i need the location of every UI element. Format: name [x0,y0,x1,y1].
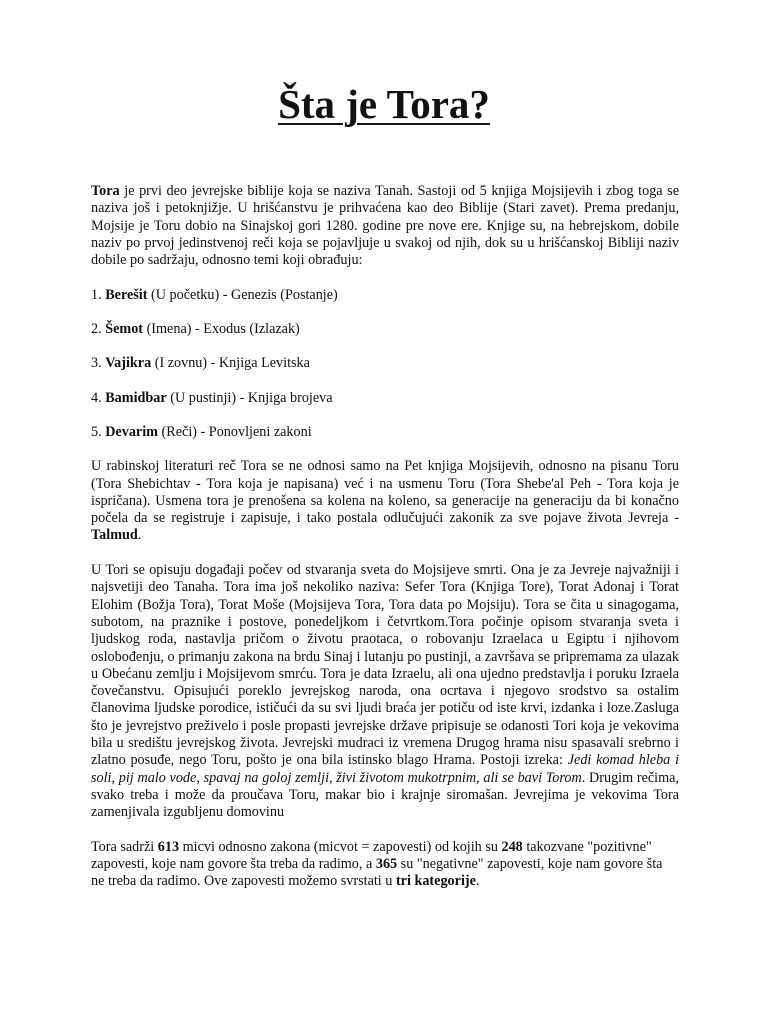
saying-quote: Jedi komad hleba i soli, pij malo vode, spavaj na goloj zemlji, živi životom mukotrpnim, ali se bavi Torom [91,752,680,786]
talmud-term: Talmud [91,527,138,544]
list-item-book-1 [91,287,679,304]
book-description: (Reči) - Ponovljeni zakoni [157,423,312,440]
intro-bold-term: Tora [91,183,120,199]
book-name: Vajikra [105,355,152,372]
book-name: Devarim [105,423,158,440]
text-part: takozvane "pozitivne" zapovesti, koje nam govore šta treba da radimo, a [91,838,652,873]
count-248: 248 [501,838,523,855]
paragraph-text: U Tori se opisuju događaji počev od stvaranja sveta do Mojsijeve smrti. Ona je za Jevreje najvažniji i najsvetiji deo Tanaha. Tora ima još nekoliko naziva: Sefer Tora (Knjiga Tore), Torat Adonaj i Torat Elohim (Božja Tora), Torat Moše (Mojsijeva Tora, Tora data po Mojsiju). Tora se čita u sinagogama, subotom, na praznike i postove, ponedeljkom i četvrtkom.Tora počinje opisom stvaranja sveta i ljudskog roda, nastavlja pričom o životu praotaca, o robovanju Izraelaca u Egiptu i njihovom oslobođenju, o primanju zakona na brdu Sinaj i lutanju po pustinji, a završava se pripremama za ulazak u Obećanu zemlju i Mojsijevom smrću. Tora je data Izraelu, ali ona ujedno predstavlja i poruku Izraela čovečanstvu. Opisujući poreklo jevrejskog naroda, ona ocrtava i njegovo srodstvo sa ostalim članovima ljudske porodice, ističući da su svi ljudi braća jer potiču od iste krvi, izdanka i loze.Zasluga što je jevrejstvo preživelo i posle propasti jevrejske države pripisuje se odanosti Tori koja je vekovima bila u središtu jevrejskog života. Jevrejski mudraci iz vremena Drugog hrama nisu spasavali srebrno i zlatno posuđe, nego Toru, pošto je ona bila istinsko blago Hrama. Postoji izreka: [91,562,679,769]
list-item-book-2 [91,321,679,338]
list-item-book-5 [91,424,679,441]
book-number: 3. [91,355,106,372]
book-name: Bamidbar [105,389,167,406]
book-number: 4. [91,389,106,406]
text-part: Tora sadrži [91,838,158,855]
book-name: Berešit [105,286,148,303]
intro-paragraph [91,183,679,269]
count-613: 613 [157,838,180,855]
book-number: 5. [91,423,106,440]
book-number: 2. [91,321,106,338]
paragraph-end: . [137,527,142,544]
book-name: Šemot [105,321,144,338]
intro-text: je prvi deo jevrejske biblije koja se naziva Tanah. Sastoji od 5 knjiga Mojsijevih i zbog toga se naziva još i petoknjižje. U hrišćanstvu je prihvaćena kao deo Biblije (Stari zavet). Prema predanju, Mojsije je Toru dobio na Sinajskoj gori 1280. godine pre nove ere. Knjige su, na hebrejskom, dobile naziv po prvoj jedinstvenoj reči koja se pojavljuje u svakoj od njih, dok su u hrišćanskoj Bibliji naziv dobile po sadržaju, odnosno temi koji obrađuju: [91,183,679,269]
list-item-book-4 [91,390,679,407]
text-part: micvi odnosno zakona (micvot = zapovesti) od kojih su [179,838,502,855]
paragraph-text: U rabinskoj literaturi reč Tora se ne odnosi samo na Pet knjiga Mojsijevih, odnosno na pisanu Toru (Tora Shebichtav - Tora koja je napisana) već i na usmenu Toru (Tora Shebe'al Peh - Tora koja je ispričana). Usmena tora je prenošena sa kolena na koleno, sa generacije na generaciju da bi konačno počela da se registruje i zapisuje, i tako postala odlučujući zakonik za sve pojave života Jevreja - [91,458,679,527]
content-paragraph [91,562,679,821]
document-body [91,183,679,891]
paragraph-end: . Drugim rečima, svako treba i može da proučava Toru, makar bio i krajnje siromašan. Jevrejima je vekovima Tora zamenjivala izgubljenu domovinu [91,769,679,821]
book-description: (Imena) - Exodus (Izlazak) [143,321,300,338]
page-title: Šta je Tora? [278,81,490,127]
text-part: . [475,873,480,890]
count-365: 365 [375,856,398,873]
list-item-book-3 [91,355,679,372]
rabbinic-paragraph [91,458,679,544]
text-part: su "negativne" zapovesti, koje nam govore šta ne treba da radimo. Ove zapovesti možemo svrstati u [91,856,663,890]
book-description: (U pustinji) - Knjiga brojeva [166,389,333,406]
book-description: (U početku) - Genezis (Postanje) [147,286,338,303]
book-number: 1. [91,286,106,303]
commandments-paragraph [91,839,679,891]
book-description: (I zovnu) - Knjiga Levitska [151,355,310,372]
three-categories-term: tri kategorije [395,873,476,890]
